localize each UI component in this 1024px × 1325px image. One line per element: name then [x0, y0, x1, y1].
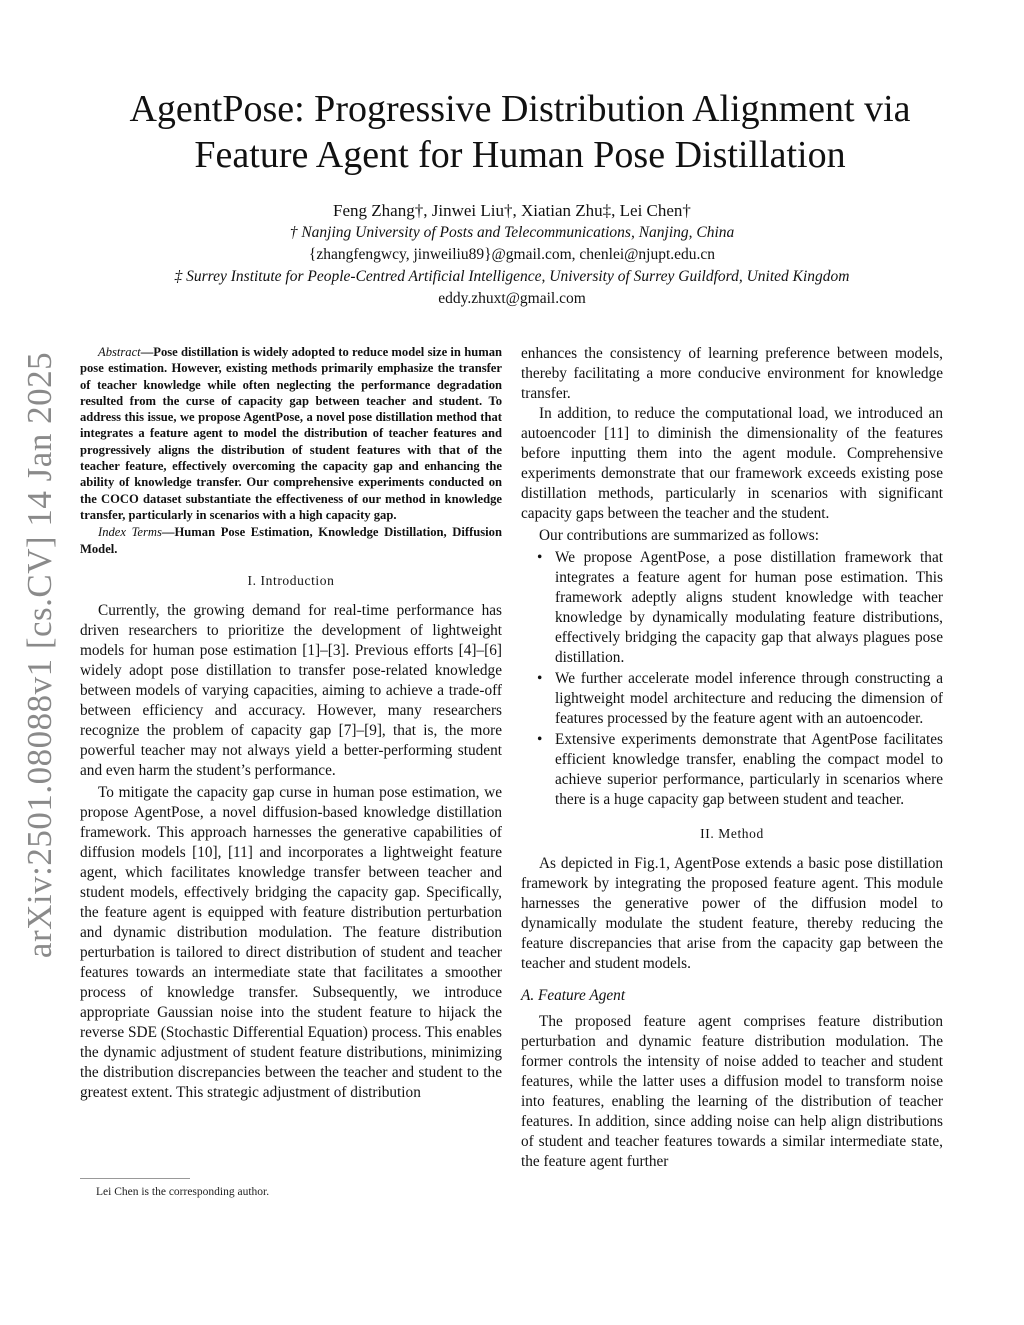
intro-paragraph-2: To mitigate the capacity gap curse in human pose estimation, we propose AgentPose, a novel diffusion-based knowledge distillation framework. This approach harnesses the generative capabilities of diffusion models [10], [11] and incorporates a lightweight feature agent, which facilitates knowledge transfer between teacher and student models, effectively bridging the capacity gap. Specifically, the feature agent is equipped with feature distribution perturbation and dynamic distribution modulation. The feature distribution perturbation is tailored to direct distribution of student and teacher features towards an intermediate state that facilitates a smoother process of knowledge transfer. Subsequently, we introduce appropriate Gaussian noise into the student feature to hijack the reverse SDE (Stochastic Differential Equation) process. This enables the dynamic adjustment of student feature distributions, minimizing the distribution discrepancies between the teacher and student to the greatest extent. This strategic adjustment of distribution	[80, 783, 502, 1101]
list-item	[521, 730, 943, 810]
author-block	[120, 200, 904, 310]
footnote: Lei Chen is the corresponding author.	[96, 1186, 270, 1198]
intro-paragraph-2-continued: enhances the consistency of learning preference between models, thereby facilitating a more conducive environment for knowledge transfer.	[521, 345, 943, 402]
contribution-list	[521, 548, 943, 810]
contribution-text: We propose AgentPose, a pose distillation framework that integrates a feature agent for human pose estimation. This framework adeptly aligns student knowledge with teacher knowledge by dynamically modulating feature distributions, effectively bridging the capacity gap that always plagues pose distillation.	[555, 549, 943, 666]
author-names: Feng Zhang†, Jinwei Liu†, Xiatian Zhu‡, Lei Chen†	[333, 201, 691, 220]
section-heading-introduction: I. Introduction	[247, 572, 335, 588]
bullet-icon: •	[537, 731, 543, 748]
affiliation-1: † Nanjing University of Posts and Telecommunications, Nanjing, China	[289, 224, 735, 241]
method-paragraph-2: The proposed feature agent comprises feature distribution perturbation and dynamic feature distribution modulation. The former controls the intensity of noise added to teacher and student features, while the latter uses a diffusion model to transform noise into features, enabling the learning of the distribution of teacher features. In addition, since adding noise can help align distributions of student and teacher features towards a similar intermediate state, the feature agent further	[521, 1013, 943, 1170]
right-column	[521, 344, 943, 1172]
abstract-lead: Abstract	[98, 345, 141, 359]
index-terms	[80, 524, 502, 557]
arxiv-identifier	[8, 351, 72, 959]
contribution-text: We further accelerate model inference through constructing a lightweight model architecture and reducing the dimension of features processed by the feature agent with an autoencoder.	[555, 670, 943, 727]
email-1: {zhangfengwcy, jinweiliu89}@gmail.com, chenlei@njupt.edu.cn	[308, 246, 716, 263]
list-item	[521, 669, 943, 729]
intro-paragraph-4: Our contributions are summarized as follows:	[539, 527, 819, 544]
abstract-text: —Pose distillation is widely adopted to reduce model size in human pose estimation. However, existing methods primarily emphasize the transfer of teacher knowledge while often neglecting the performance degradation resulted from the curse of capacity gap between teacher and student. To address this issue, we propose AgentPose, a novel pose distillation method that integrates a feature agent to model the distribution of teacher features and progressively aligns the distribution of student features with that of the teacher feature, effectively overcoming the capacity gap and enhancing the ability of knowledge transfer. Our comprehensive experiments conducted on the COCO dataset substantiate the effectiveness of our method in knowledge transfer, particularly in scenarios with a high capacity gap.	[80, 345, 502, 522]
paper-title	[70, 86, 970, 178]
title-line-2: Feature Agent for Human Pose Distillation	[194, 134, 846, 176]
intro-paragraph-3: In addition, to reduce the computational load, we introduced an autoencoder [11] to diminish the dimensionality of the features before inputting them into the agent module. Comprehensive experiments demonstrate that our framework exceeds existing pose distillation methods, particularly in scenarios with significant capacity gaps between the teacher and the student.	[521, 405, 943, 522]
title-line-1: AgentPose: Progressive Distribution Alignment via	[129, 88, 911, 130]
arxiv-identifier-text: arXiv:2501.08088v1 [cs.CV] 14 Jan 2025	[20, 351, 59, 959]
index-terms-text: —Human Pose Estimation, Knowledge Distillation, Diffusion Model.	[80, 525, 502, 556]
list-item	[521, 548, 943, 668]
abstract	[80, 344, 502, 523]
contribution-text: Extensive experiments demonstrate that AgentPose facilitates efficient knowledge transfer, enabling the compact model to achieve superior performance, particularly in scenarios where there is a huge capacity gap between student and teacher.	[555, 731, 943, 808]
bullet-icon: •	[537, 670, 543, 687]
affiliation-2: ‡ Surrey Institute for People-Centred Artificial Intelligence, University of Surrey Guildford, United Kingdom	[174, 268, 850, 285]
index-terms-lead: Index Terms	[98, 525, 162, 540]
bullet-icon: •	[537, 549, 543, 566]
subsection-heading-feature-agent: A. Feature Agent	[521, 987, 626, 1004]
footnote-rule	[80, 1178, 190, 1179]
email-2: eddy.zhuxt@gmail.com	[438, 290, 586, 307]
intro-paragraph-1: Currently, the growing demand for real-time performance has driven researchers to prioritize the development of lightweight models for human pose estimation [1]–[3]. Previous efforts [4]–[6] widely adopt pose distillation to transfer pose-related knowledge between models of varying capacities, aiming to achieve a trade-off between efficiency and accuracy. However, many researchers recognize the problem of capacity gap [7]–[9], that is, the more powerful teacher may not always yield a better-performing student and even harm the student’s performance.	[80, 601, 502, 779]
section-heading-method: II. Method	[700, 826, 764, 841]
method-paragraph-1: As depicted in Fig.1, AgentPose extends a basic pose distillation framework by integrating the proposed feature agent. This module harnesses the generative power of the diffusion model to dynamically modulate the student feature, thereby reducing the feature discrepancies that arise from the capacity gap between the teacher and student models.	[521, 855, 943, 972]
left-column	[80, 344, 502, 1103]
